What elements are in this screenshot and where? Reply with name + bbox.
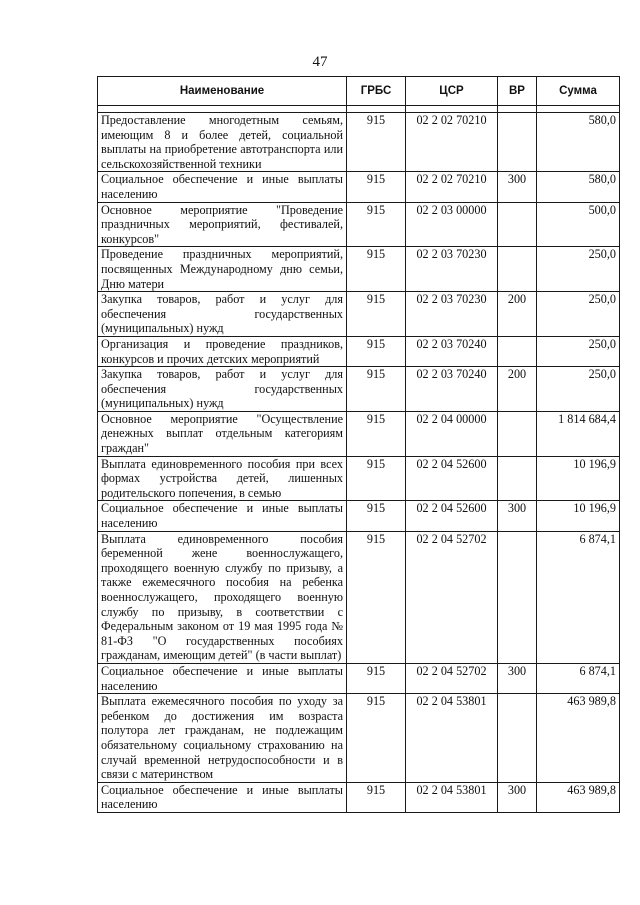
cell-sum: 10 196,9 (537, 456, 620, 501)
table-row (98, 367, 620, 412)
cell-name: Закупка товаров, работ и услуг для обеспечения государственных (муниципальных) нужд (98, 367, 347, 412)
table-header-row (98, 77, 620, 106)
cell-grbs: 915 (347, 694, 406, 783)
cell-sum: 1 814 684,4 (537, 411, 620, 456)
cell-sum: 580,0 (537, 113, 620, 172)
cell-sum: 250,0 (537, 336, 620, 366)
cell-vr: 300 (498, 501, 537, 531)
cell-sum: 250,0 (537, 367, 620, 412)
table-row (98, 411, 620, 456)
cell-grbs: 915 (347, 782, 406, 812)
cell-vr: 200 (498, 292, 537, 337)
cell-vr: 300 (498, 663, 537, 693)
cell-csr: 02 2 04 53801 (406, 694, 498, 783)
cell-sum: 250,0 (537, 292, 620, 337)
cell-vr (498, 336, 537, 366)
cell-csr: 02 2 04 53801 (406, 782, 498, 812)
cell-sum: 10 196,9 (537, 501, 620, 531)
table-row (98, 501, 620, 531)
cell-csr: 02 2 04 52600 (406, 456, 498, 501)
cell-grbs: 915 (347, 411, 406, 456)
cell-vr: 200 (498, 367, 537, 412)
cell-vr: 300 (498, 782, 537, 812)
table-row (98, 694, 620, 783)
cell-csr: 02 2 02 70210 (406, 113, 498, 172)
table-row (98, 336, 620, 366)
cell-grbs: 915 (347, 531, 406, 663)
cell-sum: 6 874,1 (537, 663, 620, 693)
cell-csr: 02 2 04 52600 (406, 501, 498, 531)
header-csr: ЦСР (406, 77, 498, 106)
cell-vr (498, 247, 537, 292)
cell-name: Предоставление многодетным семьям, имеющим 8 и более детей, социальной выплаты на приобретение автотранспорта или сельскохозяйственной техники (98, 113, 347, 172)
cell-grbs: 915 (347, 113, 406, 172)
cell-grbs: 915 (347, 456, 406, 501)
cell-vr (498, 411, 537, 456)
table-row (98, 456, 620, 501)
cell-name: Основное мероприятие "Осуществление денежных выплат отдельным категориям граждан" (98, 411, 347, 456)
cell-name: Основное мероприятие "Проведение праздничных мероприятий, фестивалей, конкурсов" (98, 202, 347, 247)
cell-grbs: 915 (347, 663, 406, 693)
cell-vr (498, 694, 537, 783)
cell-csr: 02 2 04 52702 (406, 531, 498, 663)
budget-table (97, 76, 620, 813)
table-row (98, 172, 620, 202)
cell-grbs: 915 (347, 367, 406, 412)
table-row (98, 202, 620, 247)
cell-csr: 02 2 03 70240 (406, 336, 498, 366)
cell-name: Социальное обеспечение и иные выплаты населению (98, 501, 347, 531)
cell-csr: 02 2 03 70230 (406, 292, 498, 337)
cell-name: Организация и проведение праздников, конкурсов и прочих детских мероприятий (98, 336, 347, 366)
table-row (98, 663, 620, 693)
cell-vr (498, 456, 537, 501)
table-body (98, 113, 620, 813)
cell-csr: 02 2 03 70240 (406, 367, 498, 412)
cell-grbs: 915 (347, 202, 406, 247)
cell-name: Закупка товаров, работ и услуг для обеспечения государственных (муниципальных) нужд (98, 292, 347, 337)
cell-grbs: 915 (347, 247, 406, 292)
cell-name: Проведение праздничных мероприятий, посвященных Международному дню семьи, Дню матери (98, 247, 347, 292)
cell-csr: 02 2 02 70210 (406, 172, 498, 202)
cell-name: Выплата ежемесячного пособия по уходу за ребенком до достижения им возраста полутора лет гражданам, не подлежащим обязательному социальному страхованию на случай временной нетрудоспособности и в связи с материнством (98, 694, 347, 783)
cell-csr: 02 2 03 70230 (406, 247, 498, 292)
cell-grbs: 915 (347, 172, 406, 202)
cell-vr: 300 (498, 172, 537, 202)
cell-vr (498, 202, 537, 247)
cell-grbs: 915 (347, 501, 406, 531)
table-row (98, 531, 620, 663)
table-row (98, 247, 620, 292)
header-spacer-row (98, 106, 620, 113)
header-name: Наименование (98, 77, 347, 106)
cell-sum: 463 989,8 (537, 782, 620, 812)
cell-sum: 463 989,8 (537, 694, 620, 783)
header-vr: ВР (498, 77, 537, 106)
cell-name: Социальное обеспечение и иные выплаты населению (98, 782, 347, 812)
cell-sum: 250,0 (537, 247, 620, 292)
table-row (98, 782, 620, 812)
table-row (98, 113, 620, 172)
cell-grbs: 915 (347, 292, 406, 337)
cell-csr: 02 2 03 00000 (406, 202, 498, 247)
header-sum: Сумма (537, 77, 620, 106)
cell-name: Социальное обеспечение и иные выплаты населению (98, 663, 347, 693)
header-grbs: ГРБС (347, 77, 406, 106)
page-number: 47 (312, 54, 328, 70)
cell-name: Социальное обеспечение и иные выплаты населению (98, 172, 347, 202)
cell-sum: 6 874,1 (537, 531, 620, 663)
cell-vr (498, 113, 537, 172)
cell-sum: 580,0 (537, 172, 620, 202)
cell-name: Выплата единовременного пособия беременной жене военнослужащего, проходящего военную службу по призыву, а также ежемесячного пособия на ребенка военнослужащего, проходящего военную службу по призыву, в соответствии с Федеральным законом от 19 мая 1995 года № 81-ФЗ "О государственных пособиях гражданам, имеющим детей" (в части выплат) (98, 531, 347, 663)
table-row (98, 292, 620, 337)
cell-csr: 02 2 04 52702 (406, 663, 498, 693)
cell-grbs: 915 (347, 336, 406, 366)
cell-vr (498, 531, 537, 663)
cell-sum: 500,0 (537, 202, 620, 247)
cell-name: Выплата единовременного пособия при всех формах устройства детей, лишенных родительского попечения, в семью (98, 456, 347, 501)
cell-csr: 02 2 04 00000 (406, 411, 498, 456)
